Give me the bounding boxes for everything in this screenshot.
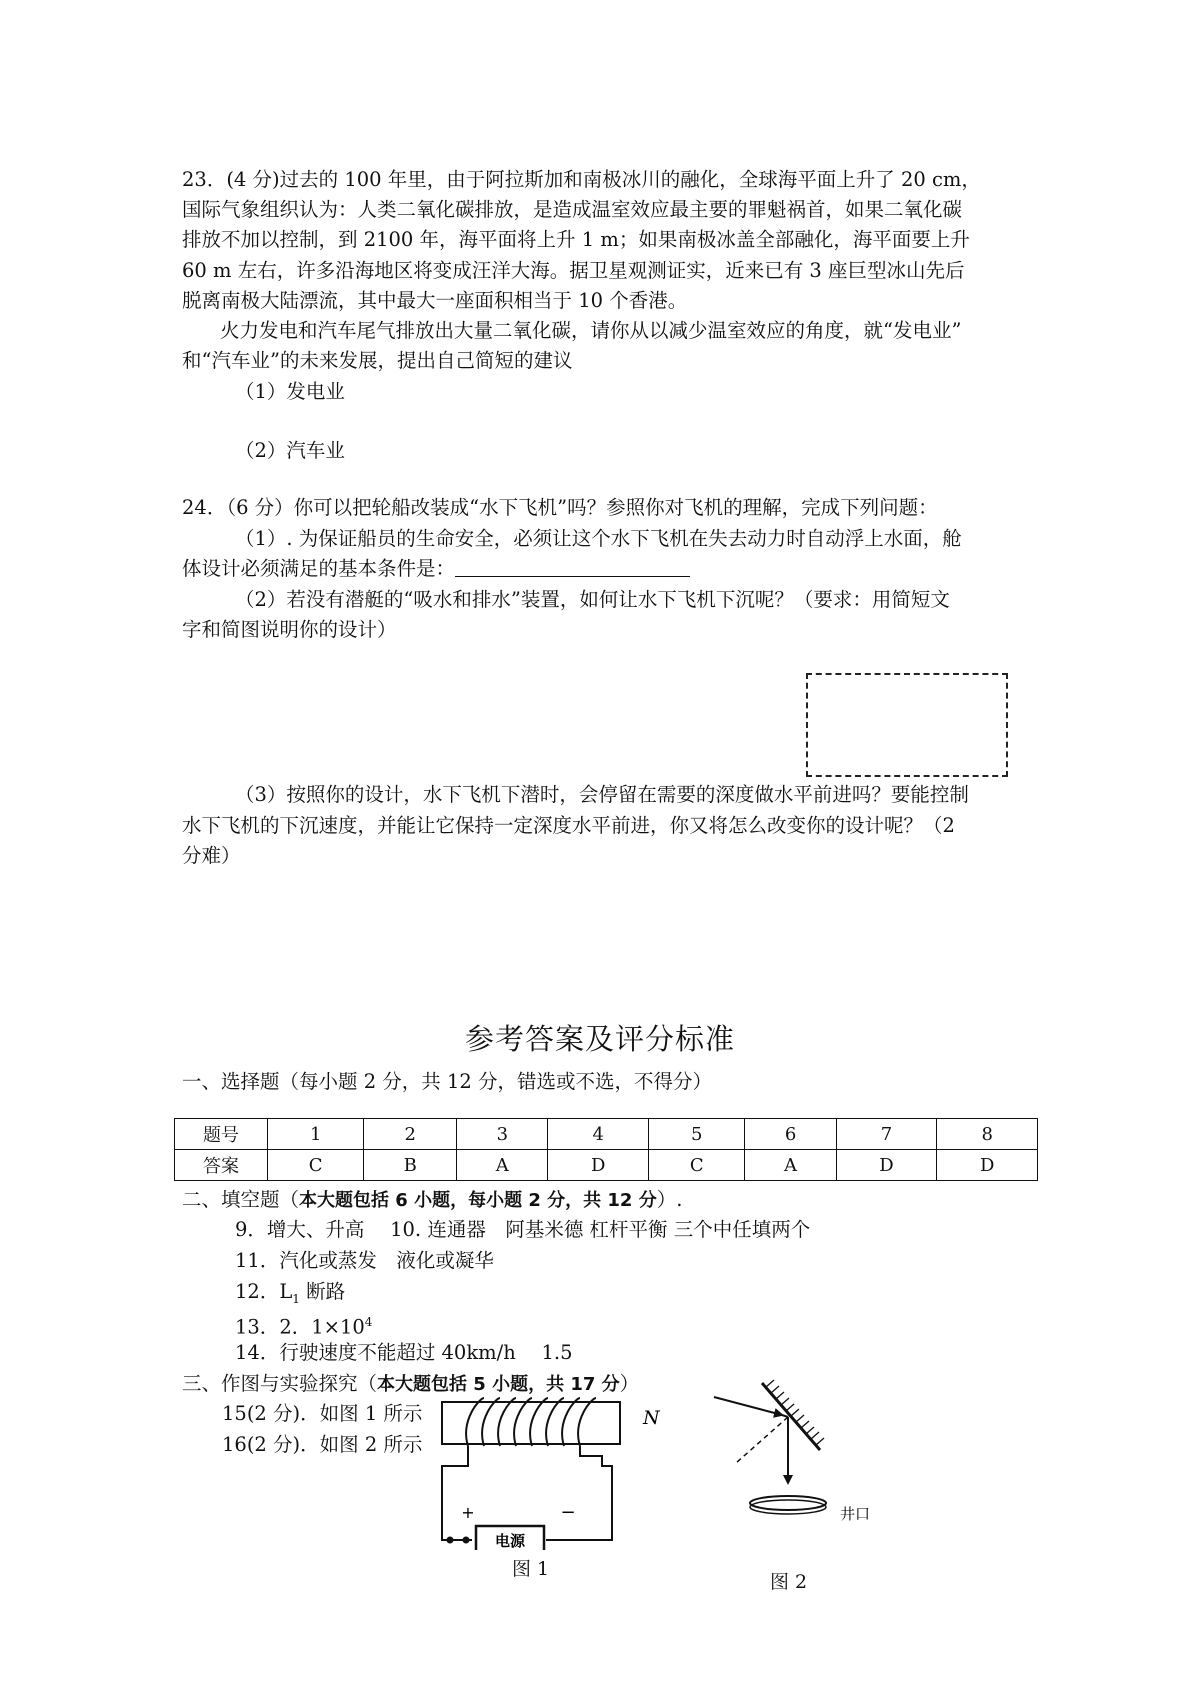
well-opening [750, 1496, 826, 1510]
q24-p3-line-2: 水下飞机的下沉速度，并能让它保持一定深度水平前进，你又将怎么改变你的设计呢？（2 [182, 814, 955, 837]
q24-p3-line-3: 分难） [182, 844, 241, 867]
table-cell: 8 [937, 1119, 1038, 1150]
figure-1-electromagnet [440, 1390, 670, 1550]
table-cell: 3 [457, 1119, 548, 1150]
q23-line-3: 排放不加以控制，到 2100 年，海平面将上升 1 m；如果南极冰盖全部融化，海平面要上升 [182, 228, 970, 251]
well-label: 井口 [840, 1505, 871, 1523]
answer-table [174, 1118, 1038, 1181]
table-row [175, 1150, 1038, 1181]
q23-para2-line-2: 和“汽车业”的未来发展，提出自己简短的建议 [182, 349, 573, 372]
section2-heading [182, 1185, 1042, 1216]
answer-13-sup: 4 [364, 1315, 373, 1329]
answer-14: 14．行驶速度不能超过 40km/h 1.5 [235, 1341, 573, 1364]
incident-ray-end [782, 1415, 788, 1417]
answer-13-pre: 13．2．1×10 [235, 1315, 365, 1339]
sketch-dashed-box[interactable] [806, 673, 1008, 777]
answers-title: 参考答案及评分标准 [464, 1022, 735, 1056]
q24-p2-line-1: （2）若没有潜艇的“吸水和排水”装置，如何让水下飞机下沉呢？（要求：用简短文 [235, 588, 950, 611]
q24-p2-line-2: 字和简图说明你的设计） [182, 618, 397, 641]
q23-item-1: （1）发电业 [235, 380, 345, 403]
answer-blank[interactable] [455, 554, 690, 577]
table-cell: A [745, 1150, 836, 1181]
plus-sign: + [461, 1503, 475, 1522]
power-supply-label: 电源 [494, 1532, 526, 1550]
section1-heading: 一、选择题（每小题 2 分，共 12 分，错选或不选，不得分） [182, 1070, 713, 1093]
table-cell: 7 [836, 1119, 937, 1150]
q24-p1-line-2 [182, 554, 1042, 584]
table-row-label: 题号 [175, 1119, 268, 1150]
table-cell: 5 [649, 1119, 745, 1150]
normal-line [736, 1417, 788, 1463]
q23-para2-line-1: 火力发电和汽车尾气排放出大量二氧化碳，请你从以减少温室效应的角度，就“发电业” [220, 319, 962, 342]
table-row-label: 答案 [175, 1150, 268, 1181]
table-cell: 4 [548, 1119, 649, 1150]
terminal-dot [463, 1537, 470, 1544]
minus-sign: − [560, 1502, 576, 1523]
table-cell: D [548, 1150, 649, 1181]
section2-prefix: 二、填空题（ [182, 1188, 300, 1211]
q23-line-1: 23．(4 分)过去的 100 年里，由于阿拉斯加和南极冰川的融化，全球海平面上升了 20 cm， [182, 168, 981, 191]
answer-15: 15(2 分)．如图 1 所示 [222, 1402, 423, 1425]
answer-11: 11．汽化或蒸发 液化或凝华 [235, 1249, 494, 1272]
table-cell: A [457, 1150, 548, 1181]
plane-mirror [762, 1383, 820, 1450]
table-cell: 1 [268, 1119, 364, 1150]
figure-1-caption: 图 1 [512, 1558, 550, 1580]
q23-line-2: 国际气象组织认为：人类二氧化碳排放，是造成温室效应最主要的罪魁祸首，如果二氧化碳 [182, 198, 963, 221]
section3-suffix: ） [619, 1372, 640, 1395]
q24-p3-line-1: （3）按照你的设计，水下飞机下潜时，会停留在需要的深度做水平前进吗？要能控制 [235, 783, 969, 806]
table-cell: 6 [745, 1119, 836, 1150]
answer-12-post: 断路 [299, 1280, 346, 1303]
q23-line-4: 60 m 左右，许多沿海地区将变成汪洋大海。据卫星观测证实，近来已有 3 座巨型冰山先后 [182, 259, 965, 282]
table-cell: 2 [364, 1119, 457, 1150]
figure-2-mirror-reflection [700, 1375, 890, 1525]
section3-prefix: 三、作图与实验探究（ [182, 1372, 378, 1395]
section3-bold: 本大题包括 5 小题，共 17 分 [377, 1374, 620, 1395]
table-cell: C [268, 1150, 364, 1181]
table-row [175, 1119, 1038, 1150]
q24-p1-line-2-text: 体设计必须满足的基本条件是： [182, 557, 456, 580]
answer-16: 16(2 分)．如图 2 所示 [222, 1433, 423, 1456]
answer-12-sub: 1 [292, 1291, 300, 1306]
table-cell: D [937, 1150, 1038, 1181]
q23-item-2: （2）汽车业 [235, 439, 345, 462]
wire-right [546, 1446, 612, 1540]
answer-9-10: 9．增大、升高 10. 连通器 阿基米德 杠杆平衡 三个中任填两个 [235, 1218, 811, 1241]
terminal-dot [447, 1537, 454, 1544]
table-cell: D [836, 1150, 937, 1181]
q24-p1-line-1: （1）. 为保证船员的生命安全，必须让这个水下飞机在失去动力时自动浮上水面，舱 [235, 527, 962, 550]
section2-bold: 本大题包括 6 小题，每小题 2 分，共 12 分 [299, 1190, 657, 1211]
incident-ray [714, 1397, 782, 1415]
table-cell: B [364, 1150, 457, 1181]
figure-2-caption: 图 2 [770, 1571, 808, 1593]
wire-left [442, 1446, 468, 1540]
pole-label-n: N [643, 1407, 660, 1429]
q24-line-1: 24．（6 分）你可以把轮船改装成“水下飞机”吗？参照你对飞机的理解，完成下列问题： [182, 496, 938, 519]
answer-12-pre: 12．L [235, 1280, 293, 1303]
table-cell: C [649, 1150, 745, 1181]
section2-suffix: ）. [656, 1188, 683, 1211]
q23-line-5: 脱离南极大陆漂流，其中最大一座面积相当于 10 个香港。 [182, 289, 688, 312]
